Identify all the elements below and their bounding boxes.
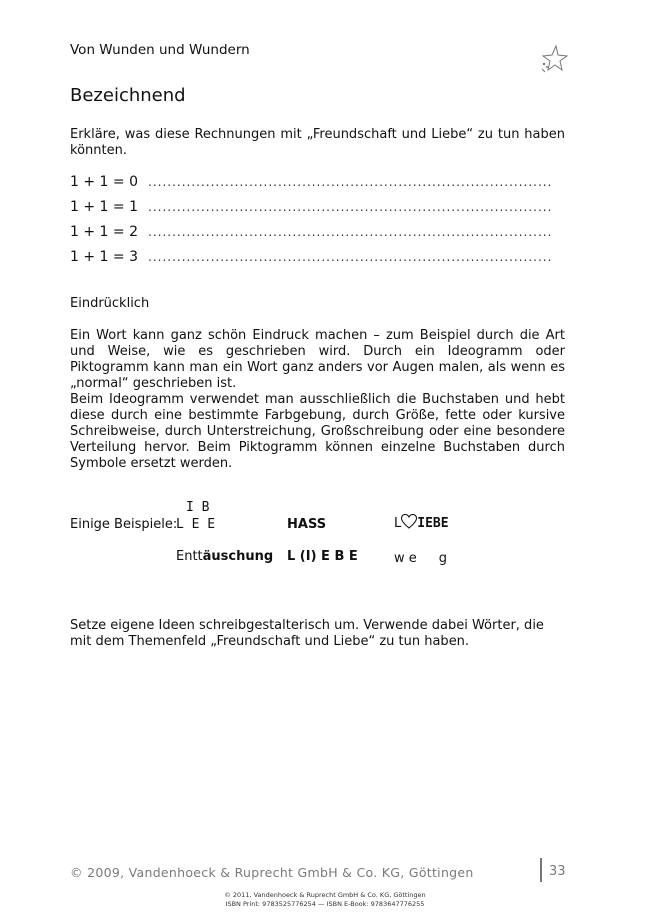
footnote-copyright: © 2011, Vandenhoeck & Ruprecht GmbH & Co. KG, Göttingen xyxy=(224,891,426,899)
equation-row xyxy=(70,224,565,244)
equation-label: 1 + 1 = 0 xyxy=(70,174,138,190)
page-number: 33 xyxy=(549,864,566,879)
equation-label: 1 + 1 = 2 xyxy=(70,224,138,240)
intro-text: Erkläre, was diese Rechnungen mit „Freundschaft und Liebe“ zu tun haben könnten. xyxy=(70,127,565,158)
word-part: w e xyxy=(394,551,417,566)
equation-label: 1 + 1 = 3 xyxy=(70,249,138,265)
footnote-isbn: ISBN Print: 9783525776254 — ISBN E-Book: 9783647776255 xyxy=(225,900,425,908)
paragraph: Beim Ideogramm verwendet man ausschließlich die Buchstaben und hebt diese durch eine bestimmte Farbgebung, durch Größe, fette oder kursive Schreibweise, durch Unterstreichung, Großschreibung oder eine besondere Verteilung hervor. Beim Piktogramm können einzelne Buchstaben durch Symbole ersetzt werden. xyxy=(70,392,565,471)
word-part: Entt xyxy=(176,549,203,564)
answer-line: .................................................................................... xyxy=(148,200,553,214)
footer-divider xyxy=(540,858,542,882)
letters-iebe: IEBE xyxy=(417,516,449,531)
ideogram-hass: HASS xyxy=(287,517,327,532)
examples-label: Einige Beispiele: xyxy=(70,517,178,532)
equation-row xyxy=(70,174,565,194)
ideogram-liebe-top: I B xyxy=(186,500,210,515)
ideogram-enttaeuschung xyxy=(176,549,273,564)
word-part: g xyxy=(438,551,448,566)
pictogram-liebe xyxy=(394,514,449,531)
heart-icon xyxy=(401,514,417,529)
answer-line: .................................................................................... xyxy=(148,225,553,239)
page-title: Bezeichnend xyxy=(70,85,186,106)
ideogram-liebe-bottom: L E E xyxy=(176,517,216,532)
equation-row xyxy=(70,249,565,269)
task-text: Setze eigene Ideen schreibgestalterisch um. Verwende dabei Wörter, die mit dem Themenfeld „Freundschaft und Liebe“ zu tun haben. xyxy=(70,618,544,649)
answer-line: .................................................................................... xyxy=(148,250,553,264)
running-header: Von Wunden und Wundern xyxy=(70,42,250,58)
paragraph: Ein Wort kann ganz schön Eindruck machen – zum Beispiel durch die Art und Weise, wie es geschrieben wird. Durch ein Ideogramm oder Piktogramm kann man ein Wort ganz anders vor Augen malen, als wenn es „normal“ geschrieben ist. xyxy=(70,328,565,391)
letter-l: L xyxy=(394,516,402,531)
section-heading: Eindrücklich xyxy=(70,296,150,311)
star-icon xyxy=(538,42,572,76)
copyright-footer: © 2009, Vandenhoeck & Ruprecht GmbH & Co. KG, Göttingen xyxy=(70,865,474,880)
word-part-bold: äuschung xyxy=(202,549,274,564)
equation-label: 1 + 1 = 1 xyxy=(70,199,138,215)
answer-line: .................................................................................... xyxy=(148,175,553,189)
ideogram-weg xyxy=(394,551,447,566)
equation-row xyxy=(70,199,565,219)
ideogram-l-i-ebe: L (I) E B E xyxy=(287,549,358,564)
